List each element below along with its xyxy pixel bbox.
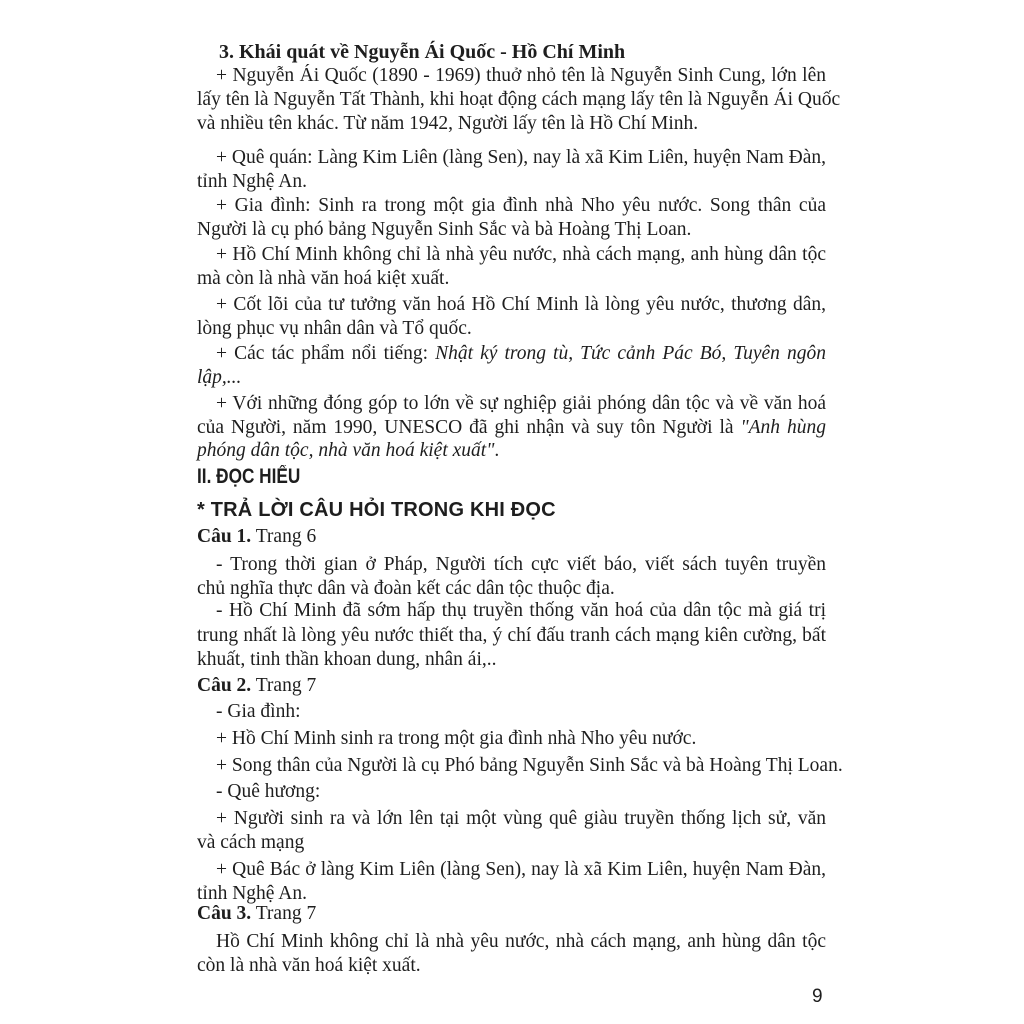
- text-line: - Hồ Chí Minh đã sớm hấp thụ truyền thống văn hoá của dân tộc mà giá trị: [216, 600, 826, 621]
- subsection-title: * TRẢ LỜI CÂU HỎI TRONG KHI ĐỌC: [197, 499, 556, 521]
- works-titles: lập,...: [197, 367, 242, 388]
- quote: phóng dân tộc, nhà văn hoá kiệt xuất": [197, 440, 495, 461]
- works-titles: Nhật ký trong tù, Tức cảnh Pác Bó, Tuyên ngôn: [435, 343, 826, 364]
- text-line: tỉnh Nghệ An.: [197, 171, 307, 192]
- text-run: .: [494, 440, 500, 461]
- text-line: + Quê quán: Làng Kim Liên (làng Sen), nay là xã Kim Liên, huyện Nam Đàn,: [216, 147, 826, 168]
- text-line: - Gia đình:: [216, 701, 301, 722]
- text-line: Người là cụ phó bảng Nguyễn Sinh Sắc và bà Hoàng Thị Loan.: [197, 219, 692, 240]
- text-line: + Người sinh ra và lớn lên tại một vùng quê giàu truyền thống lịch sử, văn: [216, 808, 826, 829]
- text-line: - Quê hương:: [216, 781, 321, 802]
- page-number: 9: [812, 986, 823, 1007]
- question-number: Câu 3.: [197, 903, 252, 924]
- text-line: + Cốt lõi của tư tưởng văn hoá Hồ Chí Minh là lòng yêu nước, thương dân,: [216, 294, 826, 315]
- text-line: trung nhất là lòng yêu nước thiết tha, ý chí đấu tranh cách mạng kiên cường, bất: [197, 625, 826, 646]
- text-line: [197, 366, 826, 390]
- text-line: + Nguyễn Ái Quốc (1890 - 1969) thuở nhỏ tên là Nguyễn Sinh Cung, lớn lên: [216, 65, 826, 86]
- question-page: Trang 6: [251, 526, 317, 547]
- text-line: + Hồ Chí Minh không chỉ là nhà yêu nước, nhà cách mạng, anh hùng dân tộc: [216, 244, 826, 265]
- text-line: [197, 416, 826, 440]
- text-line: khuất, tinh thần khoan dung, nhân ái,..: [197, 649, 497, 670]
- text-line: [216, 342, 826, 366]
- question-label: [197, 902, 826, 926]
- text-line: và cách mạng: [197, 832, 305, 853]
- text-line: - Trong thời gian ở Pháp, Người tích cực viết báo, viết sách tuyên truyền: [216, 554, 826, 575]
- section-heading: 3. Khái quát về Nguyễn Ái Quốc - Hồ Chí Minh: [219, 41, 626, 63]
- question-label: [197, 674, 826, 698]
- text-line: lấy tên là Nguyễn Tất Thành, khi hoạt động cách mạng lấy tên là Nguyễn Ái Quốc: [197, 89, 841, 110]
- question-number: Câu 1.: [197, 526, 252, 547]
- text-line: + Quê Bác ở làng Kim Liên (làng Sen), nay là xã Kim Liên, huyện Nam Đàn,: [216, 859, 826, 880]
- question-page: Trang 7: [251, 903, 317, 924]
- text-line: tỉnh Nghệ An.: [197, 883, 307, 904]
- text-line: [197, 439, 826, 463]
- text-run: + Các tác phẩm nổi tiếng:: [216, 343, 436, 364]
- quote: "Anh hùng: [740, 417, 826, 438]
- text-line: + Song thân của Người là cụ Phó bảng Nguyễn Sinh Sắc và bà Hoàng Thị Loan.: [216, 755, 843, 776]
- text-line: chủ nghĩa thực dân và đoàn kết các dân tộc thuộc địa.: [197, 578, 615, 599]
- text-run: của Người, năm 1990, UNESCO đã ghi nhận và suy tôn Người là: [197, 417, 741, 438]
- section-title: II. ĐỌC HIỂU: [197, 465, 301, 488]
- text-line: + Với những đóng góp to lớn về sự nghiệp giải phóng dân tộc và về văn hoá: [216, 393, 826, 414]
- text-line: + Hồ Chí Minh sinh ra trong một gia đình nhà Nho yêu nước.: [216, 728, 697, 749]
- text-line: còn là nhà văn hoá kiệt xuất.: [197, 955, 421, 976]
- text-line: Hồ Chí Minh không chỉ là nhà yêu nước, nhà cách mạng, anh hùng dân tộc: [216, 931, 826, 952]
- question-number: Câu 2.: [197, 675, 252, 696]
- text-line: lòng phục vụ nhân dân và Tổ quốc.: [197, 318, 472, 339]
- question-label: [197, 525, 826, 549]
- text-line: và nhiều tên khác. Từ năm 1942, Người lấy tên là Hồ Chí Minh.: [197, 113, 699, 134]
- text-line: + Gia đình: Sinh ra trong một gia đình nhà Nho yêu nước. Song thân của: [216, 195, 826, 216]
- question-page: Trang 7: [251, 675, 317, 696]
- text-line: mà còn là nhà văn hoá kiệt xuất.: [197, 268, 450, 289]
